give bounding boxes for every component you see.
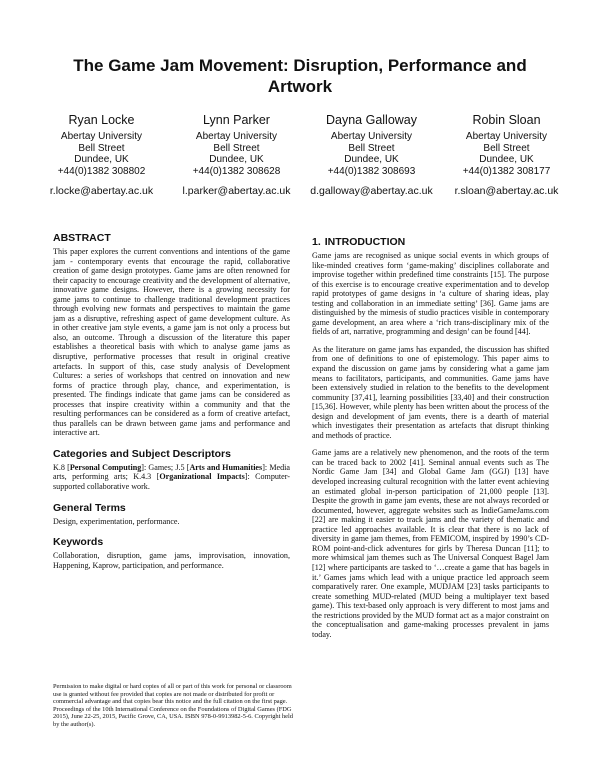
abstract-text: This paper explores the current conventions and intentions of the game jam - contemporary events that encourage the rapid, collaborative creation of game design prototypes. Game jams are often renowned for their capacity to encourage creativity and the development of alternative, innovative game designs. However, there is a growing necessity for game jams to continue to challenge traditional development practices through evolving new formats and perspectives to maintain the game jam as a disruptive, refreshing aspect of game development culture. As in other creative jam style events, a game jam is not only a process but also, an outcome. Through a discussion of the literature this paper establishes a theoretical basis with which to analyse game jams as disruptive, performative processes that result in original creative artefacts. In support of this, case study analysis of Development Cultures: a series of workshops that centred on innovation and new forms of practice through play, chance, and experimentation, is presented. The findings indicate that game jams can be considered as processes that inspire creativity within a community and that the resulting performances can be considered as a form of creative artefact, thus parallels can be drawn between game jams and performance and interactive art.	[53, 247, 290, 438]
author-affiliation: Abertay University	[60, 131, 143, 142]
author-email[interactable]: l.parker@abertay.ac.uk	[182, 185, 291, 197]
introduction-heading	[312, 236, 549, 249]
author-email[interactable]: r.sloan@abertay.ac.uk	[454, 185, 559, 197]
author-name: Lynn Parker	[203, 113, 270, 127]
author-city: Dundee, UK	[74, 154, 129, 165]
intro-paragraph-1: Game jams are recognised as unique social events in which groups of like-minded creatives form ‘game-making’ disciplines collaborate and improvise together within predefined time constraints [15]. The purpose of this exercise is to encourage creative experimentation and to develop rapid prototypes of game designs in ‘a culture of sharing ideas, play testing and collaboration in an immediate setting’ [36]. Game jams are distinguished by the mimesis of studio practices visible in contemporary game development, an area where a ‘rich trans-disciplinary mix of the fields of art, narrative, programming and design’ can be found [44].	[312, 251, 549, 337]
author-city: Dundee, UK	[344, 154, 399, 165]
author-affiliation: Abertay University	[195, 131, 278, 142]
author-name: Robin Sloan	[472, 113, 541, 127]
author-email[interactable]: r.locke@abertay.ac.uk	[49, 185, 154, 197]
author-1	[34, 112, 169, 197]
intro-paragraph-3: Game jams are a relatively new phenomenon, and the roots of the term can be traced back to 2002 [41]. Seminal annual events such as The Nordic Game Jam [34] and Global Game Jam (GGJ) [13] have developed increasing cultural recognition with the latter event achieving an estimated global in-person participation of 21,000 people [13]. Despite the growth in game jam events, these are not always recorded or documented, however, aggregate websites such as IndieGameJams.com [22] are making it easier to track jams and the variety of thematic and practice led approaches available. It is clear that there is no lack of diversity in game jam themes, from FEMICOM, inspired by 1990’s CD-ROM point-and-click adventures for girls by Theresa Duncan [11]; to more whimsical jam themes such as The Universal Conquest Bagel Jam [12] where participants are tasked to ‘…create a game that has bagels in it.’ Games jams which lead with a unique practice led approach seem comparatively rarer. One example, MUDJAM [23] tasks participants to create something MUD-related (MUD being a multiplayer text based game). This text-based only approach is very different to most jams and the restrictions provided by the MUD format act as a major constraint on the conceptualisation and game-making processes prevalent in jams today.	[312, 448, 549, 639]
author-city: Dundee, UK	[209, 154, 264, 165]
author-city: Dundee, UK	[479, 154, 534, 165]
left-column	[53, 232, 290, 576]
author-phone: +44(0)1382 308693	[327, 165, 416, 177]
author-block	[34, 112, 574, 197]
section-title: INTRODUCTION	[324, 236, 406, 248]
author-affiliation: Abertay University	[465, 131, 548, 142]
general-terms-text: Design, experimentation, performance.	[53, 516, 180, 526]
author-street: Bell Street	[348, 142, 395, 154]
keywords-heading: Keywords	[53, 536, 104, 549]
author-phone: +44(0)1382 308628	[192, 165, 281, 177]
abstract-heading: ABSTRACT	[53, 232, 111, 244]
author-email[interactable]: d.galloway@abertay.ac.uk	[310, 185, 433, 197]
copyright-footnote	[53, 683, 293, 729]
keywords-text: Collaboration, disruption, game jams, improvisation, innovation, Happening, Kaprow, participation, and performance.	[53, 551, 290, 570]
categories-heading: Categories and Subject Descriptors	[53, 447, 231, 460]
general-terms-heading: General Terms	[53, 501, 126, 514]
permission-note: Permission to make digital or hard copies of all or part of this work for personal or classroom use is granted without fee provided that copies are not made or distributed for profit or commercial advantage and that copies bear this notice and the full citation on the first page.	[53, 683, 292, 706]
proceedings-note: Proceedings of the 10th International Conference on the Foundations of Digital Games (FDG 2015), June 22-25, 2015, Pacific Grove, CA, USA. ISBN 978-0-9913982-5-6. Copyright held by the author(s).	[53, 705, 293, 728]
author-phone: +44(0)1382 308177	[462, 165, 551, 177]
right-column	[312, 236, 549, 647]
author-3	[304, 112, 439, 197]
section-number: 1.	[312, 236, 321, 248]
paper-title: The Game Jam Movement: Disruption, Performance and Artwork	[73, 56, 527, 96]
author-4	[439, 112, 574, 197]
author-name: Ryan Locke	[68, 113, 135, 127]
intro-paragraph-2: As the literature on game jams has expanded, the discussion has shifted from one of definitions to one of epistemology. This paper aims to expand the discussion on game jams by considering what a game jam means to facilitators, participants, and communities. Game jams have been extensively studied in relation to the benefits to the development community [37,41], learning possibilities [33,40] and their construction [15,36]. However, while plenty has been written about the process of the design and development of jam events, there is a dearth of material which investigates their presentation as artefacts that disrupt thinking and methods of practice.	[312, 344, 549, 440]
author-street: Bell Street	[213, 142, 260, 154]
author-2	[169, 112, 304, 197]
categories-text: K.8 [Personal Computing]: Games; J.5 [Arts and Humanities]: Media arts, performing arts; K.4.3 [Organizational Impacts]: Computer-supported collaborative work.	[53, 462, 291, 492]
author-street: Bell Street	[483, 142, 530, 154]
author-street: Bell Street	[78, 142, 125, 154]
author-name: Dayna Galloway	[325, 113, 417, 127]
author-phone: +44(0)1382 308802	[57, 165, 146, 177]
author-affiliation: Abertay University	[330, 131, 413, 142]
